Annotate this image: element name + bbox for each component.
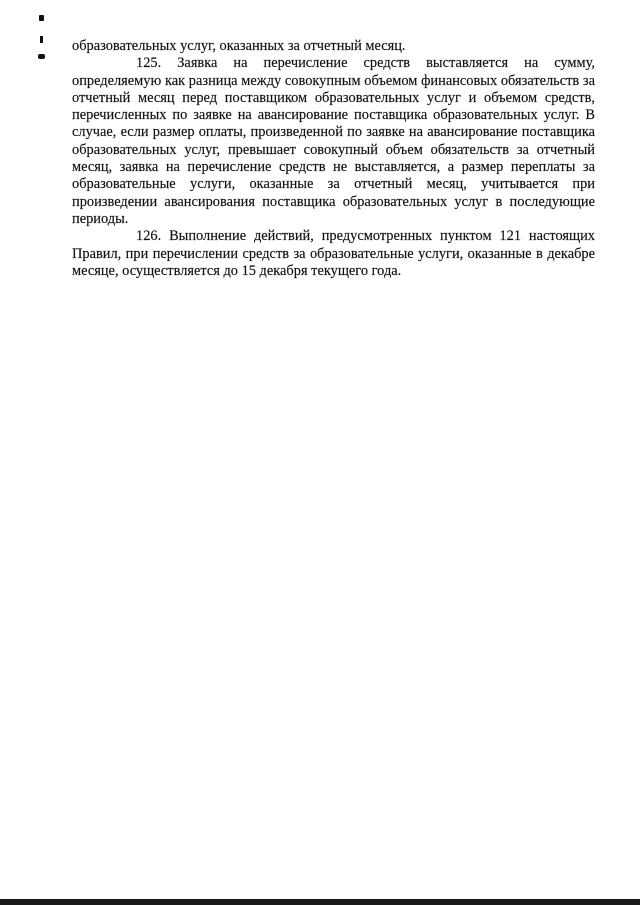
binding-mark (40, 36, 43, 43)
paragraph-125 (72, 55, 595, 228)
binding-mark (38, 54, 45, 59)
scan-edge (0, 899, 640, 905)
paragraph-number: 126. (136, 228, 162, 245)
document-body (72, 38, 595, 280)
paragraph-126 (72, 228, 595, 280)
binding-mark (39, 15, 44, 21)
binding-marks (30, 10, 50, 70)
paragraph-text: Заявка на перечисление средств выставляется на сумму, определяемую как разница между совокупным объемом финансовых обязательств за отчетный месяц перед поставщиком образовательных услуг и объемом средств, перечисленных по заявке на авансирование поставщика образовательных услуг. В случае, если размер оплаты, произведенной по заявке на авансирование поставщика образовательных услуг, превышает совокупный объем обязательств за отчетный месяц, заявка на перечисление средств не выставляется, а размер переплаты за образовательные услуги, оказанные за отчетный месяц, учитывается при произведении авансирования поставщика образовательных услуг в последующие периоды. (72, 55, 595, 227)
paragraph-number: 125. (136, 55, 162, 72)
paragraph-text: Выполнение действий, предусмотренных пунктом 121 настоящих Правил, при перечислении средств за образовательные услуги, оказанные в декабре месяце, осуществляется до 15 декабря текущего года. (72, 228, 595, 279)
continuation-line: образовательных услуг, оказанных за отчетный месяц. (72, 38, 406, 54)
